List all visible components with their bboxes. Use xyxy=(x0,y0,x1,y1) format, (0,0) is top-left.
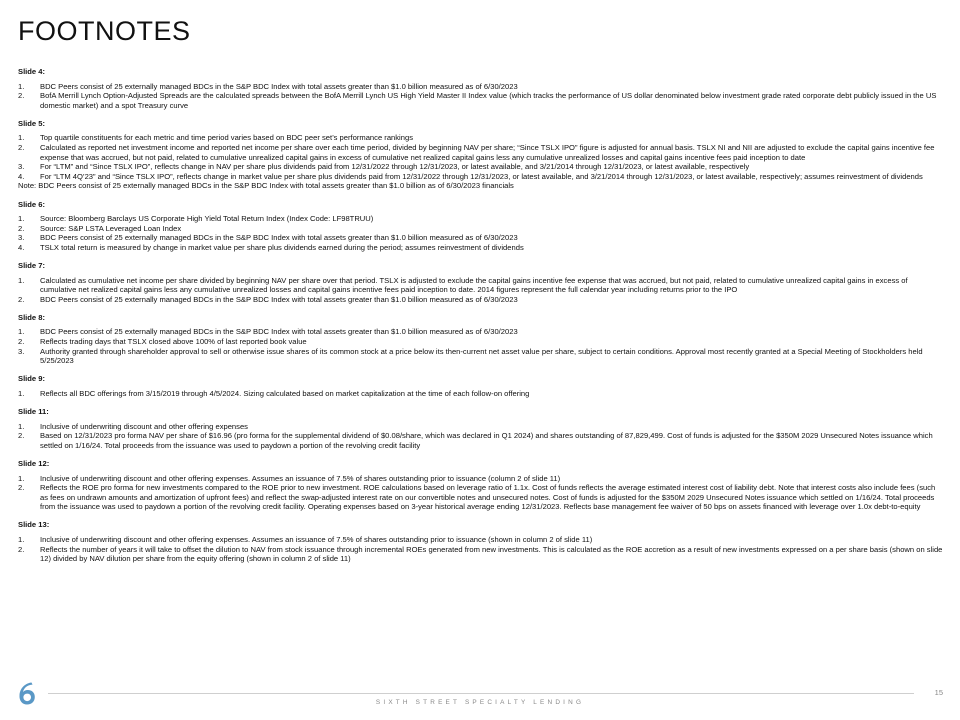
footnotes-content xyxy=(18,67,943,572)
footnote-text: Inclusive of underwriting discount and other offering expenses. Assumes an issuance of 7.5% of shares outstanding prior to issuance (shown in column 2 of slide 11) xyxy=(40,534,593,544)
footer-brand-name: SIXTH STREET SPECIALTY LENDING xyxy=(375,699,585,706)
footnote-item xyxy=(18,389,943,399)
footnote-item xyxy=(18,133,943,143)
footnote-number: 1. xyxy=(18,534,25,544)
footnote-section xyxy=(18,119,943,191)
footnote-text: Reflects all BDC offerings from 3/15/2019 through 4/5/2024. Sizing calculated based on market capitalization at the time of each follow-on offering xyxy=(40,388,530,398)
section-heading: Slide 11: xyxy=(18,407,49,417)
section-heading: Slide 4: xyxy=(18,67,46,76)
footnote-number: 1. xyxy=(18,214,25,224)
footnote-text: Source: S&P LSTA Leveraged Loan Index xyxy=(40,223,182,233)
footnote-text: Inclusive of underwriting discount and other offering expenses. Assumes an issuance of 7.5% of shares outstanding prior to issuance (column 2 of slide 11) xyxy=(40,473,561,483)
footnote-number: 3. xyxy=(18,233,25,243)
footnote-list xyxy=(18,133,943,181)
footnote-item xyxy=(18,422,943,432)
footnote-section xyxy=(18,200,943,253)
footnote-number: 2. xyxy=(18,91,25,101)
footnote-text: TSLX total return is measured by change in market value per share plus dividends earned during the period; assumes reinvestment of dividends xyxy=(40,242,524,252)
footnote-number: 3. xyxy=(18,162,25,172)
footnote-text: Reflects the ROE pro forma for new investments compared to the ROE prior to new investment. ROE calculations based on leverage ratio of 1.1x. Cost of funds reflects the average estimated interest cost of liability debt. Note that interest costs also include fees (such as fees on undrawn amounts and amortization of upfront fees) and reflect the swap-adjusted interest rate on our convertible notes and unsecured notes. Cost of funds is adjusted for the $350M 2029 Unsecured Notes issuance which settled on 1/16/24. Total proceeds from the issuance was used to paydown a portion of the revolving credit facility. Operating expenses based on 3-year historical average ending 12/31/2023. Reflects base management fee waiver of 50 bps on assets financed with leverage over 1.0x debt-to-equity xyxy=(40,483,936,512)
footnote-item xyxy=(18,243,943,253)
footnote-text: BDC Peers consist of 25 externally managed BDCs in the S&P BDC Index with total assets greater than $1.0 billion measured as of 6/30/2023 xyxy=(40,81,518,91)
footnote-section xyxy=(18,520,943,563)
footnote-item xyxy=(18,233,943,243)
footnote-item xyxy=(18,535,943,545)
footnote-text: For “LTM 4Q’23” and “Since TSLX IPO”, reflects change in market value per share plus dividends paid from 12/31/2022 through 12/31/2023, or latest available, and 3/21/2014 through 12/31/2023, or latest available, respectively; assumes reinvestment of dividends xyxy=(40,171,923,181)
footnote-text: Reflects the number of years it will take to offset the dilution to NAV from stock issuance through incremental ROEs generated from new investments. This is calculated as the ROE accretion as a result of new investments expressed on a per share basis (shown on slide 12) divided by NAV dilution per share from the equity offering (shown in column 2 of slide 11) xyxy=(40,544,943,564)
footnote-section xyxy=(18,459,943,512)
footnote-number: 2. xyxy=(18,143,25,153)
section-heading: Slide 12: xyxy=(18,458,50,468)
footnote-text: BDC Peers consist of 25 externally managed BDCs in the S&P BDC Index with total assets greater than $1.0 billion measured as of 6/30/2023 xyxy=(40,327,518,337)
page-title: FOOTNOTES xyxy=(18,16,191,46)
footnote-list xyxy=(18,276,943,305)
footnote-text: Calculated as cumulative net income per share divided by beginning NAV per share over that period. TSLX is adjusted to exclude the capital gains incentive fee expense that was accrued, but not paid, related to cumulative unrealized capital gains in excess of cumulative net realized capital gains less any cumulative unrealized losses and capital gains incentive fees paid inception to date. 2014 figures represent the full calendar year including returns prior to the IPO xyxy=(40,275,908,295)
footnote-number: 1. xyxy=(18,473,25,483)
footnote-text: Source: Bloomberg Barclays US Corporate High Yield Total Return Index (Index Code: LF98TRUU) xyxy=(40,214,374,224)
footnote-number: 2. xyxy=(18,223,25,233)
footnote-section xyxy=(18,313,943,366)
footnote-list xyxy=(18,327,943,365)
footnote-text: Based on 12/31/2023 pro forma NAV per share of $16.96 (pro forma for the supplemental dividend of $0.08/share, which was declared in Q1 2024) and shares outstanding of 87,829,499. Cost of funds is adjusted for the $350M 2029 Unsecured Notes issuance which settled on 1/16/24. Total proceeds from the issuance was used to paydown a portion of the revolving credit facility xyxy=(40,431,933,450)
footnote-number: 2. xyxy=(18,483,25,493)
footnote-text: Top quartile constituents for each metric and time period varies based on BDC peer set’s performance rankings xyxy=(40,133,413,143)
footnote-item xyxy=(18,337,943,347)
section-heading: Slide 9: xyxy=(18,374,46,384)
footnote-list xyxy=(18,422,943,451)
footnote-text: Authority granted through shareholder approval to sell or otherwise issue shares of its common stock at a price below its then-current net asset value per share, subject to certain conditions. Approval most recently granted at a Special Meeting of Stockholders held 5/25/2023 xyxy=(40,346,923,366)
section-heading: Slide 7: xyxy=(18,261,46,270)
footnote-item xyxy=(18,327,943,337)
footnote-item xyxy=(18,82,943,92)
footnote-text: BDC Peers consist of 25 externally managed BDCs in the S&P BDC Index with total assets greater than $1.0 billion measured as of 6/30/2023 xyxy=(40,294,518,304)
footnote-number: 2. xyxy=(18,337,25,347)
footnote-text: Reflects trading days that TSLX closed above 100% of last reported book value xyxy=(40,337,307,347)
footnote-number: 1. xyxy=(18,81,25,91)
footnote-item xyxy=(18,431,943,450)
footnote-text: BofA Merrill Lynch Option-Adjusted Spreads are the calculated spreads between the BofA Merrill Lynch US High Yield Master II Index value (which tracks the performance of US dollar denominated below investment grade rated corporate debt publicly issued in the US domestic market) and a spot Treasury curve xyxy=(40,91,937,110)
footnote-number: 2. xyxy=(18,431,25,441)
page-number: 15 xyxy=(934,688,943,697)
footnote-number: 3. xyxy=(18,346,25,356)
footnote-number: 1. xyxy=(18,133,25,143)
footnote-list xyxy=(18,82,943,111)
footnote-number: 2. xyxy=(18,544,25,554)
footnote-number: 1. xyxy=(18,421,25,431)
footnote-item xyxy=(18,545,943,564)
footnote-item xyxy=(18,91,943,110)
footnote-section xyxy=(18,374,943,398)
footer-divider xyxy=(48,693,914,694)
footnote-number: 1. xyxy=(18,327,25,337)
footnote-item xyxy=(18,295,943,305)
footnote-text: Inclusive of underwriting discount and other offering expenses xyxy=(40,421,248,431)
section-heading: Slide 13: xyxy=(18,520,50,530)
section-heading: Slide 8: xyxy=(18,312,46,322)
footnote-list xyxy=(18,535,943,564)
footnote-item xyxy=(18,474,943,484)
footnote-section xyxy=(18,407,943,450)
footnote-item xyxy=(18,347,943,366)
footnote-item xyxy=(18,143,943,162)
footnote-number: 1. xyxy=(18,388,25,398)
section-heading: Slide 6: xyxy=(18,199,46,209)
footnote-item xyxy=(18,162,943,172)
footnote-list xyxy=(18,474,943,512)
footnote-item xyxy=(18,276,943,295)
footnote-item xyxy=(18,214,943,224)
footnote-number: 2. xyxy=(18,294,25,304)
footnote-section xyxy=(18,261,943,304)
footnote-item xyxy=(18,224,943,234)
section-heading: Slide 5: xyxy=(18,118,46,128)
footnote-text: BDC Peers consist of 25 externally managed BDCs in the S&P BDC Index with total assets greater than $1.0 billion measured as of 6/30/2023 xyxy=(40,233,518,243)
footnote-item xyxy=(18,172,943,182)
footnote-number: 1. xyxy=(18,275,25,285)
footnote-item xyxy=(18,483,943,512)
footnote-number: 4. xyxy=(18,242,25,252)
footnote-text: For “LTM” and “Since TSLX IPO”, reflects change in NAV per share plus dividends paid from 12/31/2022 through 12/31/2023, or latest available, and 3/21/2014 through 12/31/2023, or latest available, respectively xyxy=(40,162,750,172)
footnote-list xyxy=(18,389,943,399)
footnote-list xyxy=(18,214,943,252)
footnote-section xyxy=(18,67,943,110)
footnote-number: 4. xyxy=(18,171,25,181)
footnote-text: Calculated as reported net investment income and reported net income per share over each time period, divided by beginning NAV per share; “Since TSLX IPO” figure is adjusted for annual basis. TSLX NI and NII are adjusted to exclude the capital gains incentive fee expense that was accrued, but not paid, related to cumulative unrealized capital gains in excess of cumulative net realized capital gains less any cumulative unrealized losses and capital gains incentive fees paid inception to date xyxy=(40,143,935,162)
section-note: Note: BDC Peers consist of 25 externally managed BDCs in the S&P BDC Index with total assets greater than $1.0 billion as of 6/30/2023 financials xyxy=(18,181,514,191)
